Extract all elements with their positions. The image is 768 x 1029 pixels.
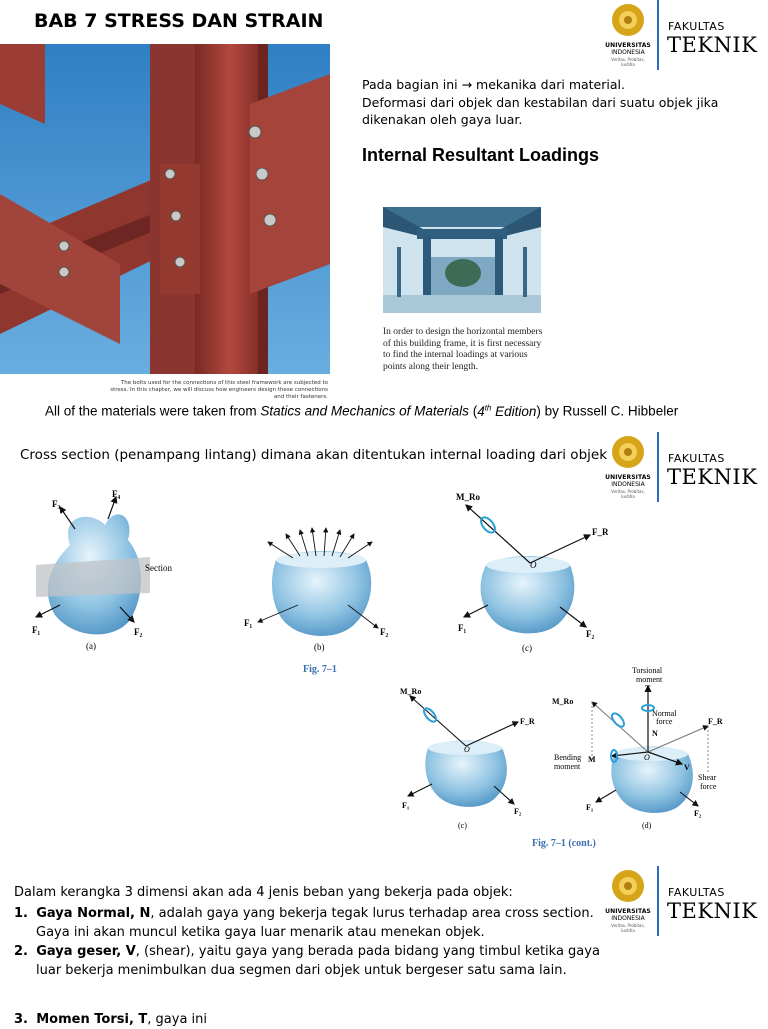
svg-text:F₂: F₂	[380, 627, 389, 637]
source-credit: All of the materials were taken from Statics and Mechanics of Materials (4th Edition) by Russell C. Hibbeler	[45, 403, 679, 419]
svg-text:(b): (b)	[314, 642, 325, 652]
svg-text:O: O	[644, 753, 650, 762]
svg-text:O: O	[530, 560, 537, 570]
svg-text:F₂: F₂	[586, 629, 595, 639]
list-item: 3. Momen Torsi, T, gaya ini	[14, 1012, 208, 1027]
ui-logo: UNIVERSITAS INDONESIA Veritas, Probitas, Iustitia FAKULTAS TEKNIK	[604, 0, 754, 74]
figure-7-1c-repeat	[396, 684, 546, 834]
svg-text:T: T	[645, 684, 651, 693]
svg-text:M_Ro: M_Ro	[400, 687, 422, 696]
figure-title: Fig. 7–1	[303, 664, 337, 675]
svg-text:(c): (c)	[458, 821, 467, 830]
logo-divider	[657, 0, 659, 70]
building-frame-photo	[383, 207, 541, 313]
figure-7-1b	[238, 520, 398, 655]
svg-text:F₂: F₂	[514, 807, 522, 816]
list-item: 2. Gaya geser, V, (shear), yaitu gaya yang berada pada bidang yang timbul ketika gaya luar bekerja menimbulkan dua segmen dari objek untuk bergeser satu sama lain.	[14, 944, 600, 978]
svg-text:F_R: F_R	[708, 717, 723, 726]
svg-text:F₄: F₄	[112, 489, 121, 499]
makara-emblem-icon	[610, 2, 646, 40]
svg-text:V: V	[684, 763, 690, 772]
svg-text:M_Ro: M_Ro	[552, 697, 574, 706]
logo-divider	[657, 432, 659, 502]
loads-intro: Dalam kerangka 3 dimensi akan ada 4 jenis beban yang bekerja pada objek:	[14, 885, 513, 900]
intro-text: Pada bagian ini → mekanika dari material. Deformasi dari objek dan kestabilan dari suatu objek jika dikenakan oleh gaya luar.	[362, 77, 719, 127]
section-subtitle: Internal Resultant Loadings	[362, 145, 600, 165]
svg-text:(d): (d)	[642, 821, 652, 830]
svg-text:Normal: Normal	[652, 709, 677, 718]
svg-text:F₁: F₁	[586, 803, 594, 812]
svg-text:M: M	[588, 755, 596, 764]
list-item: 1. Gaya Normal, N, adalah gaya yang bekerja tegak lurus terhadap area cross section. Gaya ini akan muncul ketika gaya luar menarik atau menekan objek.	[14, 906, 594, 940]
svg-text:Bending: Bending	[554, 753, 582, 762]
svg-text:moment: moment	[636, 675, 663, 684]
ui-logo: UNIVERSITAS INDONESIA Veritas, Probitas, Iustitia FAKULTAS TEKNIK	[604, 432, 754, 506]
svg-text:F₁: F₁	[402, 801, 410, 810]
svg-text:F₁: F₁	[244, 618, 253, 628]
svg-text:F₃: F₃	[52, 499, 61, 509]
svg-text:(a): (a)	[86, 641, 96, 651]
svg-text:M_Ro: M_Ro	[456, 492, 480, 502]
ui-logo: UNIVERSITAS INDONESIA Veritas, Probitas, Iustitia FAKULTAS TEKNIK	[604, 866, 754, 940]
slide-title: BAB 7 STRESS DAN STRAIN	[34, 10, 324, 32]
svg-text:F_R: F_R	[592, 527, 608, 537]
svg-text:F_R: F_R	[520, 717, 535, 726]
svg-text:force: force	[656, 717, 673, 726]
cross-section-heading: Cross section (penampang lintang) dimana akan ditentukan internal loading dari objek	[20, 447, 608, 463]
svg-text:N: N	[652, 729, 658, 738]
svg-text:force: force	[700, 782, 717, 791]
svg-text:Torsional: Torsional	[632, 666, 663, 675]
makara-emblem-icon	[610, 868, 646, 906]
svg-text:Shear: Shear	[698, 773, 717, 782]
figure-7-1d	[552, 664, 728, 834]
logo-divider	[657, 866, 659, 936]
svg-text:(c): (c)	[522, 643, 532, 653]
figure-7-1c	[448, 485, 608, 655]
svg-text:F₁: F₁	[458, 623, 467, 633]
svg-text:F₂: F₂	[134, 627, 143, 637]
steel-frame-photo	[0, 44, 330, 374]
svg-text:moment: moment	[554, 762, 581, 771]
svg-text:O: O	[464, 745, 470, 754]
svg-text:F₁: F₁	[32, 625, 41, 635]
figure-7-1a	[20, 485, 200, 655]
photo-caption: The bolts used for the connections of this steel framework are subjected to stress. In this chapter, we will discuss how engineers design these connections and their fasteners.	[110, 380, 328, 400]
svg-text:F₂: F₂	[694, 809, 702, 818]
frame-caption: In order to design the horizontal members of this building frame, it is first necessary to find the internal loadings at various points along their length.	[383, 327, 543, 372]
makara-emblem-icon	[610, 434, 646, 472]
load-list	[14, 904, 604, 1029]
section-label: Section	[145, 563, 172, 573]
figure-title-cont: Fig. 7–1 (cont.)	[532, 838, 596, 849]
